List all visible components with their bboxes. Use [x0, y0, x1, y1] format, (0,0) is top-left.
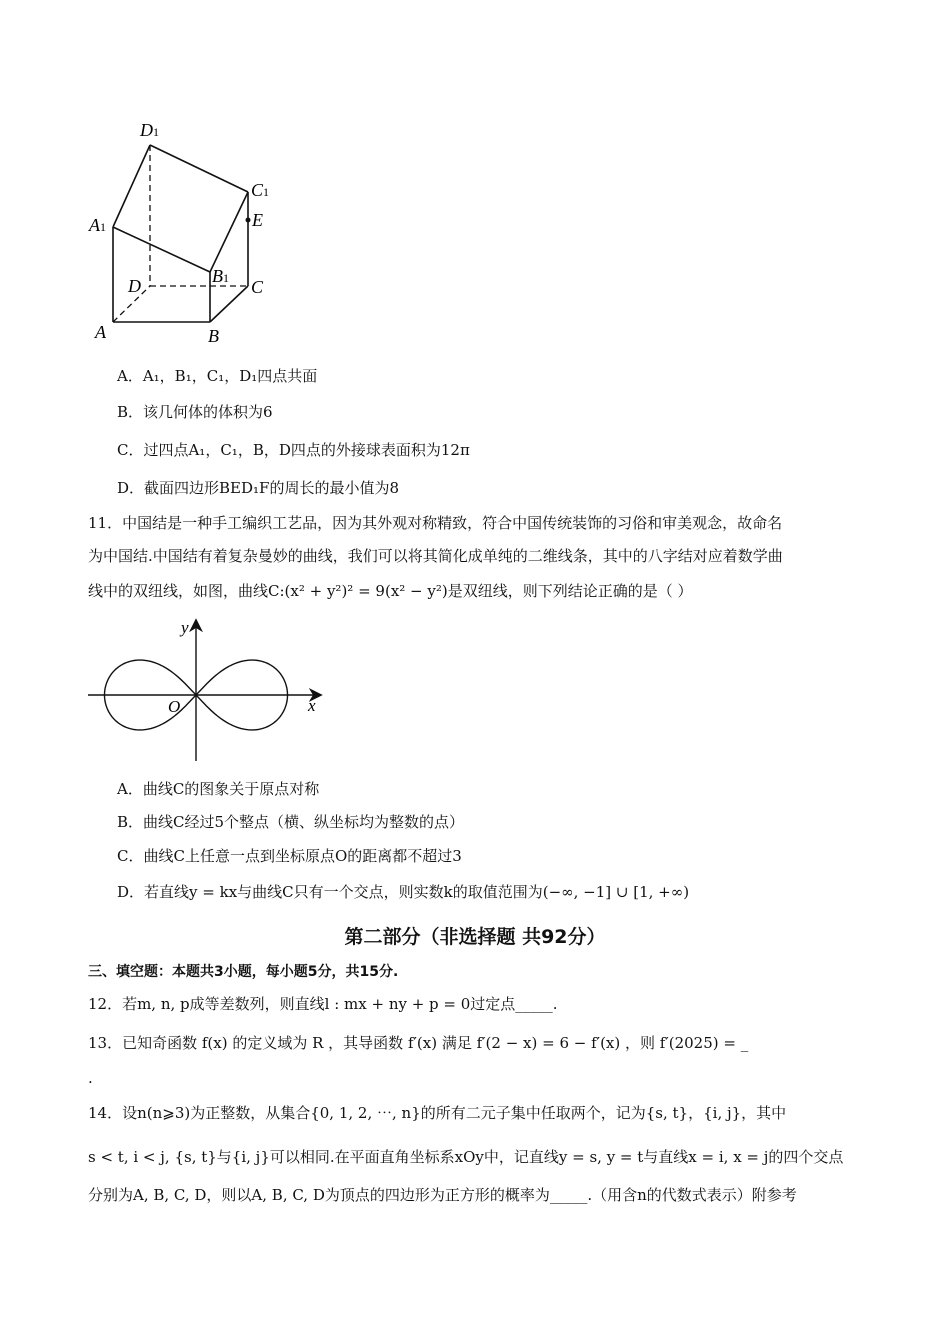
- label-c: C: [251, 277, 264, 297]
- edge-a1-d1: [113, 145, 150, 227]
- label-d1: D1: [140, 120, 159, 140]
- q11-option-d: D．若直线y = kx与曲线C只有一个交点，则实数k的取值范围为(−∞, −1] ∪ [1, +∞): [117, 883, 690, 901]
- q10-option-b: B．该几何体的体积为6: [117, 403, 273, 421]
- q14-line-1: 14．设n(n⩾3)为正整数，从集合{0, 1, 2, ⋯, n}的所有二元子集中任取两个，记为{s, t}，{i, j}，其中: [88, 1104, 787, 1122]
- label-a: A: [95, 322, 106, 342]
- edge-b1-c1: [210, 192, 248, 272]
- lemniscate-figure: [80, 615, 330, 765]
- point-e: [246, 218, 251, 223]
- label-a1: A1: [89, 215, 106, 235]
- origin-label: O: [168, 697, 181, 716]
- x-axis-label: x: [308, 696, 316, 715]
- q11-option-b: B．曲线C经过5个整点（横、纵坐标均为整数的点）: [117, 813, 465, 831]
- edge-d1-c1: [150, 145, 248, 192]
- label-c1: C1: [251, 180, 270, 200]
- q14-line-2: s < t, i < j, {s, t}与{i, j}可以相同.在平面直角坐标系xOy中，记直线y = s, y = t与直线x = i, x = j的四个交点: [88, 1148, 844, 1166]
- q13-line-1: 13．已知奇函数 f(x) 的定义域为 R ，其导函数 f′(x) 满足 f′(2 − x) = 6 − f′(x) ，则 f′(2025) = _: [88, 1034, 749, 1052]
- section-three-title: 三、填空题：本题共3小题，每小题5分，共15分.: [88, 964, 399, 980]
- edge-a1-b1: [113, 227, 210, 272]
- q12-text: 12．若m, n, p成等差数列，则直线l : mx + ny + p = 0过定点_____.: [88, 995, 558, 1013]
- prism-figure: [80, 110, 300, 350]
- label-b1: B1: [212, 266, 229, 286]
- q14-line-3: 分别为A, B, C, D，则以A, B, C, D为顶点的四边形为正方形的概率为_____.（用含n的代数式表示）附参考: [88, 1186, 797, 1204]
- q10-option-c: C．过四点A₁，C₁，B，D四点的外接球表面积为12π: [117, 441, 470, 459]
- q11-line-1: 11．中国结是一种手工编织工艺品，因为其外观对称精致，符合中国传统装饰的习俗和审美观念，故命名: [88, 514, 783, 532]
- label-b: B: [208, 326, 219, 346]
- label-e: E: [252, 210, 263, 230]
- part-two-heading: 第二部分（非选择题 共92分）: [344, 926, 606, 948]
- q13-line-2: .: [88, 1069, 93, 1087]
- y-axis-label: y: [181, 618, 189, 637]
- edge-b-c: [210, 286, 248, 322]
- q10-option-a: A．A₁，B₁，C₁，D₁四点共面: [117, 367, 318, 385]
- q11-line-2: 为中国结.中国结有着复杂曼妙的曲线，我们可以将其简化成单纯的二维线条，其中的八字结对应着数学曲: [88, 547, 783, 565]
- label-d: D: [128, 276, 141, 296]
- q11-line-3: 线中的双纽线，如图，曲线C:(x² + y²)² = 9(x² − y²)是双纽线，则下列结论正确的是（ ）: [88, 582, 693, 600]
- q11-option-a: A．曲线C的图象关于原点对称: [117, 780, 320, 798]
- q10-option-d: D．截面四边形BED₁F的周长的最小值为8: [117, 479, 399, 497]
- q11-option-c: C．曲线C上任意一点到坐标原点O的距离都不超过3: [117, 847, 462, 865]
